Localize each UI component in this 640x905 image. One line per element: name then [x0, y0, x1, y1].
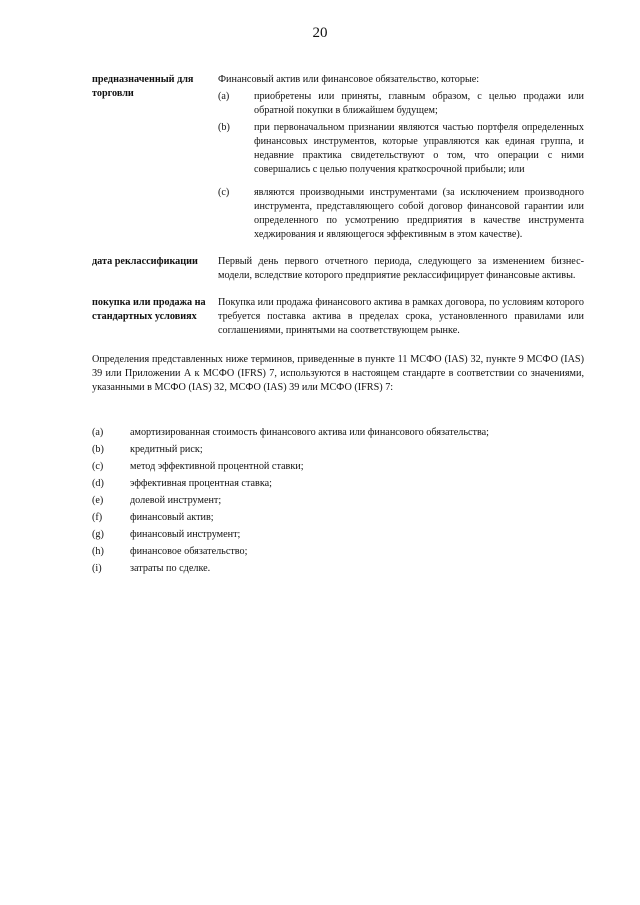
list-item-text: кредитный риск; [130, 444, 203, 455]
subitem-text: приобретены или приняты, главным образом, с целью продажи или обратной покупки в ближайшем будущем; [254, 91, 584, 116]
list-item-label: (i) [92, 563, 102, 574]
list-item-label: (g) [92, 529, 104, 540]
definition-lead: Финансовый актив или финансовое обязательство, которые: [218, 74, 480, 85]
intro-paragraph: Определения представленных ниже терминов, приведенные в пункте 11 МСФО (IAS) 32, пункте 9 МСФО (IAS) 39 или Приложении А к МСФО (IFRS) 7, используются в настоящем стандарте в соответствии со значениями, указанными в МСФО (IAS) 32, МСФО (IAS) 39 или МСФО (IFRS) 7: [92, 354, 584, 393]
definition-reclassification-date [92, 255, 584, 295]
subitem-label: (c) [218, 187, 230, 198]
list-item-text: затраты по сделке. [130, 563, 211, 574]
subitem-label: (a) [218, 91, 230, 102]
list-item-label: (c) [92, 461, 104, 472]
definition-term: покупка или продажа на стандартных условиях [92, 297, 206, 322]
definition-held-for-trading [92, 73, 584, 253]
list-item-text: эффективная процентная ставка; [130, 478, 273, 489]
list-item-label: (h) [92, 546, 104, 557]
list-item-text: метод эффективной процентной ставки; [130, 461, 304, 472]
subitem-text: являются производными инструментами (за исключением производного инструмента, представляющего собой договор финансовой гарантии или определенного по усмотрению предприятия в качестве инструмента хеджирования и являющегося эффективным в этом качестве). [254, 187, 584, 240]
definition-text: Первый день первого отчетного периода, следующего за изменением бизнес-модели, вследствие которого предприятие реклассифицирует финансовые активы. [218, 256, 584, 281]
definition-term: предназначенный для торговли [92, 74, 194, 99]
definition-term: дата реклассификации [92, 256, 198, 267]
list-item-label: (a) [92, 427, 104, 438]
list-item-text: амортизированная стоимость финансового актива или финансового обязательства; [130, 427, 489, 438]
list-item-label: (e) [92, 495, 104, 506]
page-number: 20 [312, 25, 328, 41]
subitem-label: (b) [218, 122, 230, 133]
list-item-text: финансовый инструмент; [130, 529, 241, 540]
definition-regular-way [92, 296, 584, 341]
subitem-text: при первоначальном признании являются частью портфеля определенных финансовых инструментов, которые управляются как единая группа, и недавние практика свидетельствуют о том, что операции с ними совершались с целью получения краткосрочной прибыли; или [254, 122, 584, 175]
list-item-label: (f) [92, 512, 103, 523]
list-item-text: долевой инструмент; [130, 495, 222, 506]
list-item-label: (d) [92, 478, 104, 489]
list-item-text: финансовый актив; [130, 512, 214, 523]
list-item-text: финансовое обязательство; [130, 546, 248, 557]
list-item-label: (b) [92, 444, 104, 455]
definition-text: Покупка или продажа финансового актива в рамках договора, по условиям которого требуется поставка актива в пределах срока, установленного правилами или соглашениями, принятыми на соответствующем рынке. [218, 297, 584, 336]
